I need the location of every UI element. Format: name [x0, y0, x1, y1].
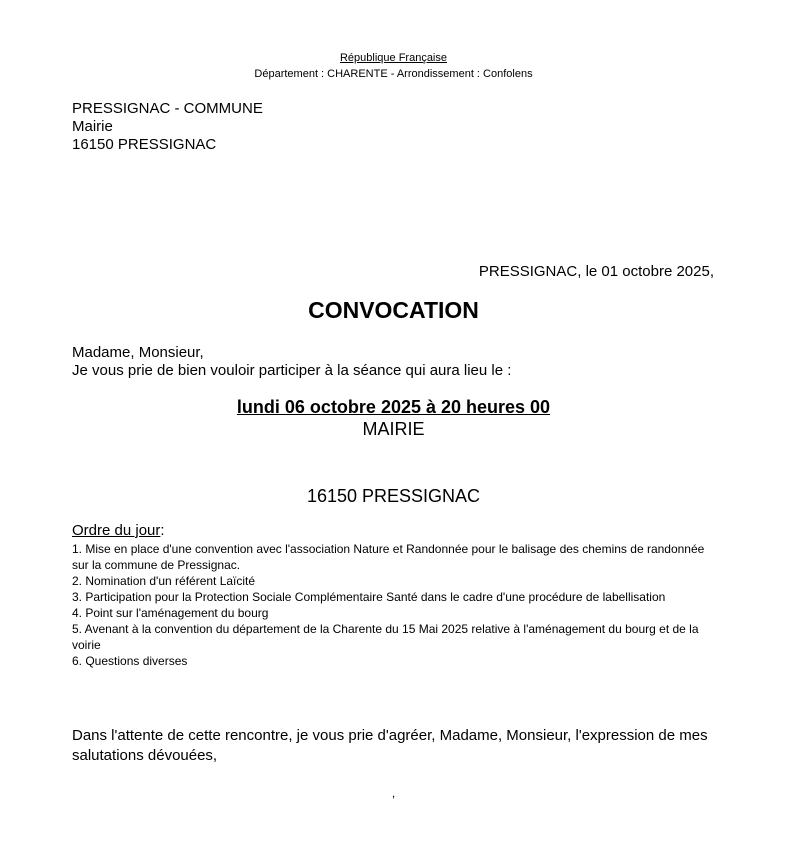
greeting: Madame, Monsieur, [72, 344, 204, 361]
sender-line: Mairie [72, 118, 113, 135]
agenda-list [72, 541, 717, 669]
sender-line: PRESSIGNAC - COMMUNE [72, 100, 263, 117]
sender-block [72, 100, 263, 154]
agenda-item: 4. Point sur l'aménagement du bourg [72, 606, 269, 620]
republic-heading: République Française [339, 52, 447, 64]
agenda-item: 2. Nomination d'un référent Laïcité [72, 574, 256, 588]
agenda-heading-colon: : [160, 522, 165, 539]
meeting-place: MAIRIE [362, 419, 425, 439]
document-title: CONVOCATION [308, 297, 479, 323]
agenda-item: 3. Participation pour la Protection Sociale Complémentaire Santé dans le cadre d'une procédure de labellisation [72, 590, 666, 604]
department-line: Département : CHARENTE - Arrondissement : Confolens [254, 68, 533, 80]
signature-mark: , [391, 786, 396, 800]
date-line: PRESSIGNAC, le 01 octobre 2025, [478, 263, 714, 280]
agenda-item: 5. Avenant à la convention du département de la Charente du 15 Mai 2025 relative à l'aménagement du bourg et de la voirie [72, 622, 699, 652]
sender-line: 16150 PRESSIGNAC [72, 136, 217, 153]
agenda-heading [72, 522, 165, 540]
meeting-address: 16150 PRESSIGNAC [306, 486, 481, 506]
agenda-item: 6. Questions diverses [72, 654, 188, 668]
closing-paragraph: Dans l'attente de cette rencontre, je vous prie d'agréer, Madame, Monsieur, l'expression de mes salutations dévouées, [72, 727, 708, 764]
agenda-item: 1. Mise en place d'une convention avec l'association Nature et Randonnée pour le balisage des chemins de randonnée sur la commune de Pressignac. [72, 542, 705, 572]
agenda-heading-text: Ordre du jour [72, 522, 161, 539]
intro: Je vous prie de bien vouloir participer à la séance qui aura lieu le : [72, 362, 512, 379]
meeting-datetime: lundi 06 octobre 2025 à 20 heures 00 [236, 397, 551, 417]
